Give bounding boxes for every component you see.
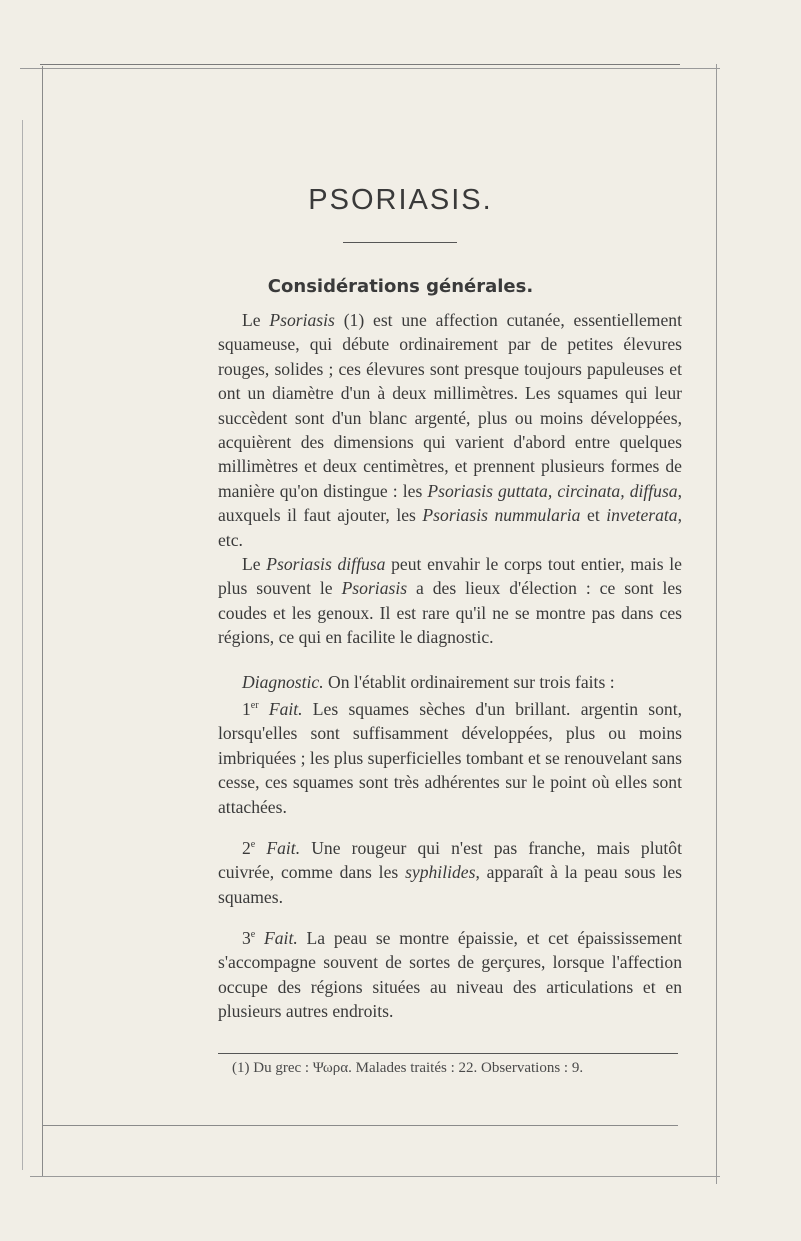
scan-edge-line <box>42 66 43 1176</box>
scan-edge-line <box>716 64 717 1184</box>
paragraph-fait-1: 1er Fait. Les squames sèches d'un brillant. argentin sont, lorsqu'elles sont suffisamment développées, plus ou moins imbriquées ; les plus superficielles tombant et se renouvelant sans cesse, ces squames sont très adhérentes sur le point où elles sont attachées. <box>218 698 682 817</box>
scan-edge-line <box>20 68 720 69</box>
title-divider <box>343 242 457 243</box>
paragraph-fait-3: 3e Fait. La peau se montre épaissie, et cet épaississement s'accompagne souvent de sortes de gerçures, lorsque l'affection occupe des régions situées au niveau des articulations et en plusieurs autres endroits. <box>218 927 683 1022</box>
scan-edge-line <box>30 1176 720 1177</box>
page-title: PSORIASIS. <box>308 184 493 216</box>
body-text <box>218 308 682 1024</box>
scan-edge-line <box>42 1125 678 1126</box>
footnote-divider <box>218 1053 678 1054</box>
paragraph-fait-2: 2e Fait. Une rougeur qui n'est pas franche, mais plutôt cuivrée, comme dans les syphilides, apparaît à la peau sous les squames. <box>218 837 682 907</box>
section-heading: Considérations générales. <box>267 276 534 297</box>
paragraph-diffusa: Le Psoriasis diffusa peut envahir le corps tout entier, mais le plus souvent le Psoriasis a des lieux d'élection : ce sont les coudes et les genoux. Il est rare qu'il ne se montre pas dans ces régions, ce qui en facilite le diagnostic. <box>218 554 682 648</box>
footnote: (1) Du grec : Ψωρα. Malades traités : 22. Observations : 9. <box>232 1060 584 1076</box>
paragraph-diagnostic: Diagnostic. On l'établit ordinairement sur trois faits : <box>242 671 615 692</box>
scan-edge-line <box>40 64 680 65</box>
paragraph-intro: Le Psoriasis (1) est une affection cutanée, essentiellement squameuse, qui débute ordinairement par de petites élevures rouges, solides ; ces élevures sont presque toujours papuleuses et ont un diamètre d'un à deux millimètres. Les squames qui leur succèdent sont d'un blanc argenté, plus ou moins développées, acquièrent des dimensions qui varient d'abord entre quelques millimètres et deux centimètres, et prennent plusieurs formes de manière qu'on distingue : les Psoriasis guttata, circinata, diffusa, auxquels il faut ajouter, les Psoriasis nummularia et inveterata, etc. <box>218 310 682 550</box>
